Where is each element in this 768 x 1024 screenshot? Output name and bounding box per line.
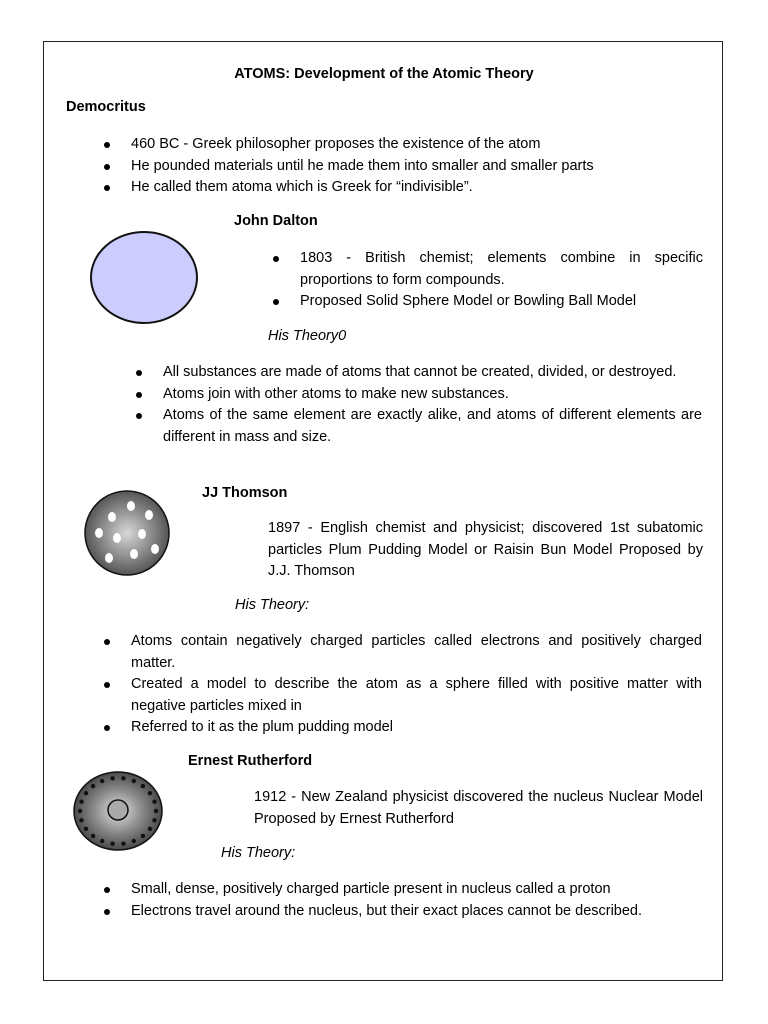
democritus-fact-3: He called them atoma which is Greek for “indivisible”. <box>131 177 701 199</box>
electron-dot <box>154 809 158 813</box>
dalton-solid-sphere-icon <box>88 229 200 326</box>
thomson-theory-1: Atoms contain negatively charged particles called electrons and positively charged matter. <box>131 631 702 674</box>
dalton-theory-3: Atoms of the same element are exactly alike, and atoms of different elements are different in mass and size. <box>163 405 702 448</box>
democritus-heading: Democritus <box>66 99 146 115</box>
electron-dot <box>141 784 145 788</box>
dalton-theory-label: His Theory0 <box>268 328 347 344</box>
worksheet-page <box>43 41 723 981</box>
democritus-list <box>131 134 701 199</box>
rutherford-theory-2: Electrons travel around the nucleus, but their exact places cannot be described. <box>131 901 702 923</box>
thomson-description: 1897 - English chemist and physicist; discovered 1st subatomic particles Plum Pudding Model or Raisin Bun Model Proposed by J.J. Thomson <box>268 520 703 579</box>
electron-dot <box>110 842 114 846</box>
dalton-fact-2: Proposed Solid Sphere Model or Bowling Ball Model <box>300 291 703 313</box>
thomson-theory-label: His Theory: <box>235 597 310 613</box>
electron-dot <box>148 791 152 795</box>
electron-dot <box>100 779 104 783</box>
electron-dot <box>78 809 82 813</box>
dalton-heading: John Dalton <box>234 213 318 229</box>
electron-dot <box>91 784 95 788</box>
thomson-theory-3: Referred to it as the plum pudding model <box>131 717 702 739</box>
electron-dot <box>121 776 125 780</box>
dalton-theory-list <box>163 362 702 448</box>
electron-dot <box>132 839 136 843</box>
electron-dot <box>141 834 145 838</box>
page-title: ATOMS: Development of the Atomic Theory <box>234 66 534 82</box>
electron-dot <box>100 839 104 843</box>
electron-dot <box>84 827 88 831</box>
dalton-facts-list <box>300 248 703 313</box>
rutherford-nuclear-model-icon <box>72 770 164 852</box>
thomson-plum-pudding-icon <box>82 488 172 578</box>
thomson-theory-2: Created a model to describe the atom as a sphere filled with positive matter with negative particles mixed in <box>131 674 702 717</box>
electron-dot <box>79 818 83 822</box>
rutherford-theory-label: His Theory: <box>221 845 296 861</box>
electron-dot <box>152 818 156 822</box>
electron-dot <box>152 800 156 804</box>
electron-dot <box>91 834 95 838</box>
thomson-heading: JJ Thomson <box>202 485 288 501</box>
electron-dot <box>84 791 88 795</box>
rutherford-theory-list <box>131 879 702 922</box>
electron-dot <box>121 842 125 846</box>
electron-dot <box>110 776 114 780</box>
electron-dot <box>148 827 152 831</box>
rutherford-description: 1912 - New Zealand physicist discovered the nucleus Nuclear Model Proposed by Ernest Rutherford <box>254 789 703 827</box>
dalton-theory-2: Atoms join with other atoms to make new substances. <box>163 384 702 406</box>
thomson-theory-list <box>131 631 702 739</box>
rutherford-heading: Ernest Rutherford <box>188 753 313 769</box>
democritus-fact-2: He pounded materials until he made them into smaller and smaller parts <box>131 156 701 178</box>
democritus-fact-1: 460 BC - Greek philosopher proposes the existence of the atom <box>131 134 701 156</box>
dalton-fact-1: 1803 - British chemist; elements combine in specific proportions to form compounds. <box>300 248 703 291</box>
rutherford-theory-1: Small, dense, positively charged particle present in nucleus called a proton <box>131 879 702 901</box>
electron-dot <box>79 800 83 804</box>
electron-dot <box>132 779 136 783</box>
dalton-theory-1: All substances are made of atoms that cannot be created, divided, or destroyed. <box>163 362 702 384</box>
